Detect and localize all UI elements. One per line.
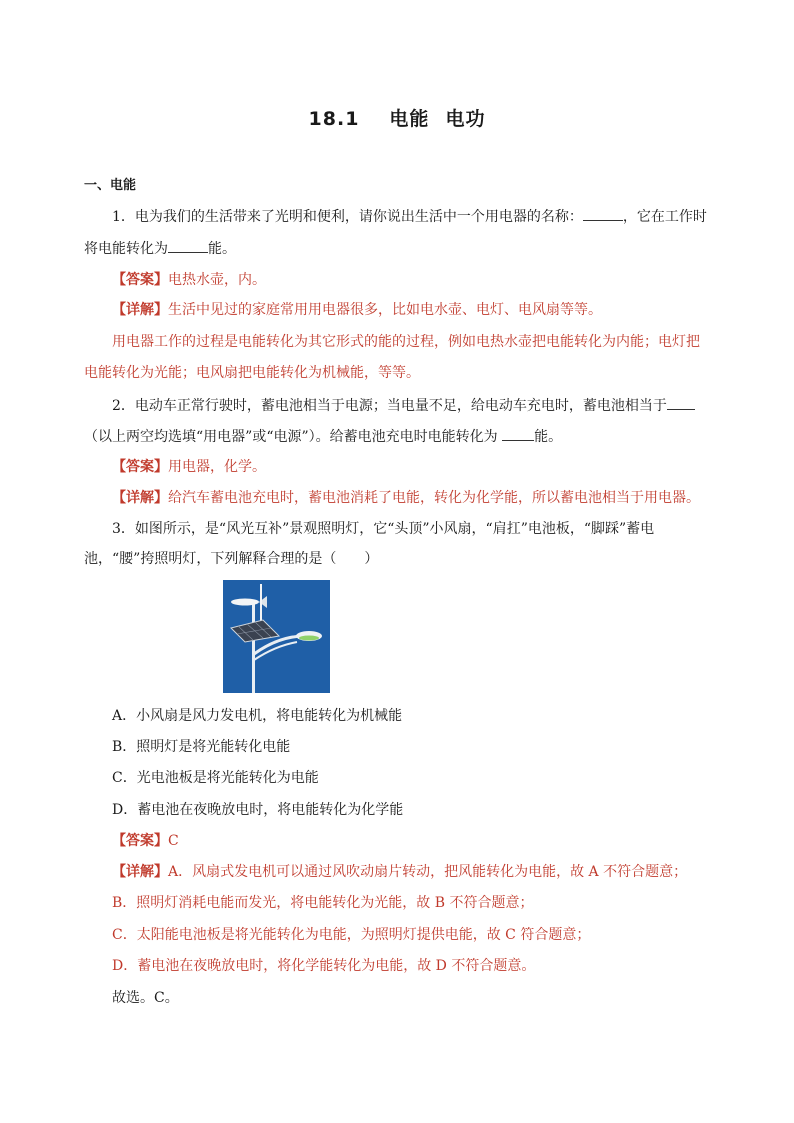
detail-text: A．风扇式发电机可以通过风吹动扇片转动，把风能转化为电能，故 A 不符合题意； — [168, 864, 688, 880]
q1-text-a: 1．电为我们的生活带来了光明和便利，请你说出生活中一个用电器的名称： — [112, 209, 583, 225]
q1-answer — [112, 270, 742, 290]
q1-blank-1 — [583, 206, 623, 221]
q3-detail-c: C．太阳能电池板是将光能转化为电能，为照明灯提供电能，故 C 符合题意； — [112, 927, 591, 943]
answer-text: 电热水壶，内。 — [168, 272, 266, 288]
detail-label: 【详解】 — [112, 864, 168, 880]
q1-detail-3: 电能转化为光能；电风扇把电能转化为机械能，等等。 — [84, 365, 420, 381]
q1-detail — [112, 300, 742, 320]
q1-text-d: 能。 — [208, 241, 236, 257]
q3-option-b: B．照明灯是将光能转化电能 — [112, 739, 291, 755]
detail-text: 给汽车蓄电池充电时，蓄电池消耗了电能，转化为化学能，所以蓄电池相当于用电器。 — [168, 490, 700, 506]
q2-detail — [112, 488, 742, 508]
answer-label: 【答案】 — [112, 833, 168, 849]
street-lamp-image — [223, 580, 330, 693]
q3-option-d: D．蓄电池在夜晚放电时，将电能转化为化学能 — [112, 802, 404, 818]
q2-answer — [112, 457, 742, 477]
q1-line2 — [84, 238, 714, 259]
q3-line2: 池，“腰”挎照明灯，下列解释合理的是（ ） — [84, 551, 379, 567]
q2-blank-2 — [502, 426, 534, 441]
detail-text: 生活中见过的家庭常用用电器很多，比如电水壶、电灯、电风扇等等。 — [168, 302, 602, 318]
q2-line2 — [84, 426, 714, 447]
q3-detail — [112, 862, 742, 882]
q3-option-a: A．小风扇是风力发电机，将电能转化为机械能 — [112, 708, 403, 724]
q1-text-c: 将电能转化为 — [84, 241, 168, 257]
q3-answer — [112, 831, 742, 851]
q2-line1 — [112, 395, 742, 416]
detail-label: 【详解】 — [112, 490, 168, 506]
answer-text: 用电器，化学。 — [168, 459, 266, 475]
q3-detail-b: B．照明灯消耗电能而发光，将电能转化为光能，故 B 不符合题意； — [112, 895, 534, 911]
q3-option-c: C．光电池板是将光能转化为电能 — [112, 770, 319, 786]
q1-line1 — [112, 206, 742, 227]
q3-conclusion: 故选。C。 — [112, 990, 179, 1006]
q1-blank-2 — [168, 238, 208, 253]
q2-blank-1 — [667, 395, 695, 410]
answer-text: C — [168, 833, 179, 849]
wind-solar-lamp-illustration — [223, 580, 330, 693]
q1-text-b: ，它在工作时 — [622, 209, 707, 225]
answer-label: 【答案】 — [112, 272, 168, 288]
q3-line1: 3．如图所示，是“风光互补”景观照明灯，它“头顶”小风扇，“肩扛”电池板，“脚踩”蓄电 — [112, 521, 655, 537]
title-number: 18.1 — [308, 108, 360, 130]
detail-label: 【详解】 — [112, 302, 168, 318]
page-title — [0, 104, 794, 131]
q3-detail-d: D．蓄电池在夜晚放电时，将化学能转化为电能，故 D 不符合题意。 — [112, 958, 536, 974]
q1-detail-2: 用电器工作的过程是电能转化为其它形式的能的过程，例如电热水壶把电能转化为内能；电灯把 — [112, 334, 700, 350]
section-heading: 一、电能 — [84, 178, 137, 193]
answer-label: 【答案】 — [112, 459, 168, 475]
title-part1: 电能 — [389, 108, 430, 130]
q2-text-b: （以上两空均选填“用电器”或“电源”）。给蓄电池充电时电能转化为 — [84, 429, 503, 445]
title-part2: 电功 — [445, 108, 486, 130]
q2-text-a: 2．电动车正常行驶时，蓄电池相当于电源；当电量不足，给电动车充电时，蓄电池相当于 — [112, 398, 667, 414]
q2-text-c: 能。 — [534, 429, 563, 445]
